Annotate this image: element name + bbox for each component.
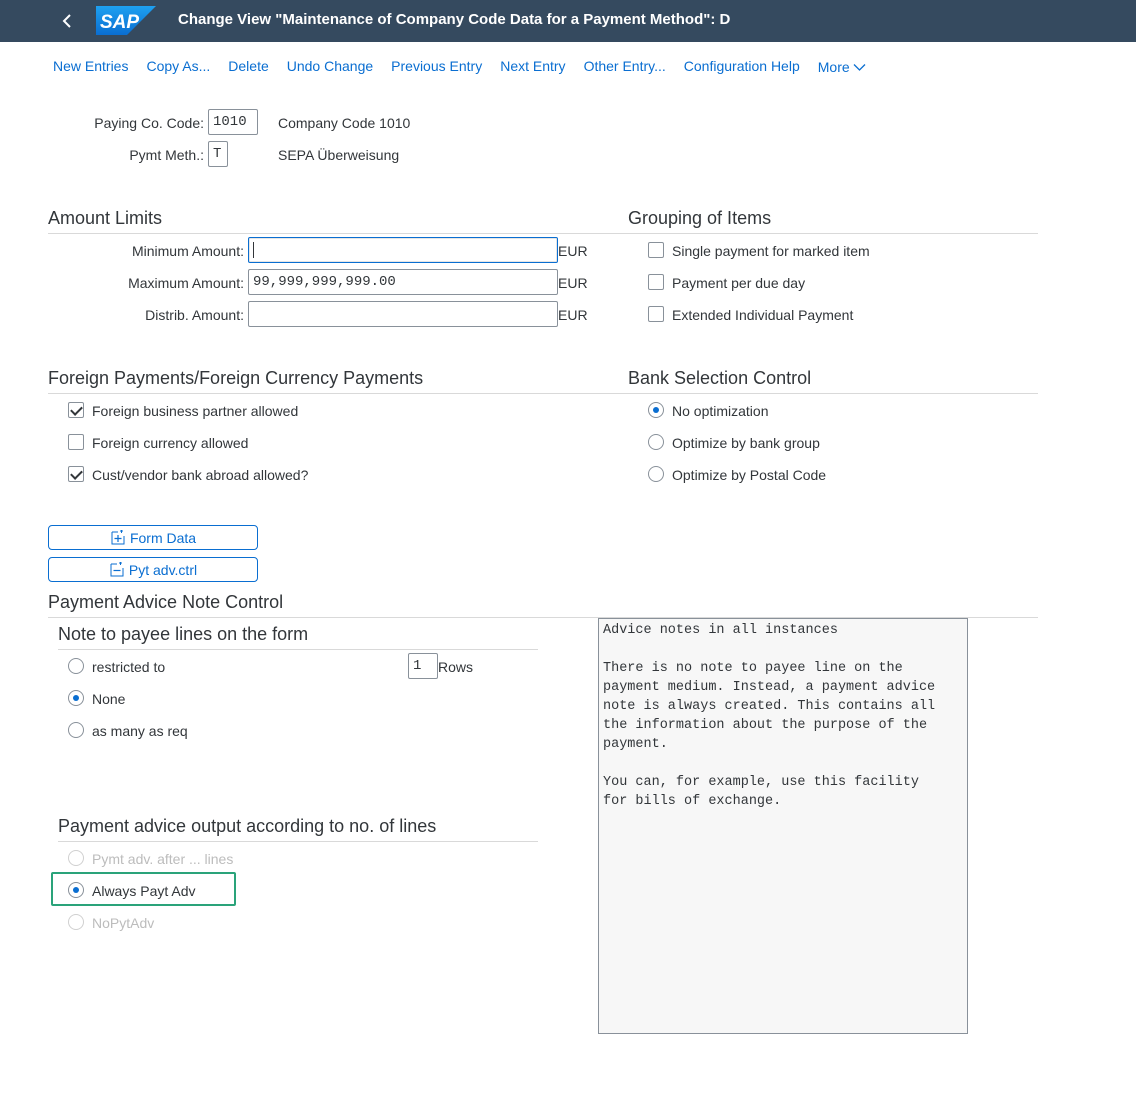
- output-lines-title: Payment advice output according to no. of lines: [58, 816, 437, 836]
- foreign-business-partner-checkbox[interactable]: [68, 402, 84, 418]
- new-entries-button[interactable]: New Entries: [53, 58, 129, 74]
- extended-individual-payment-checkbox[interactable]: [648, 306, 664, 322]
- minimum-amount-field[interactable]: [248, 237, 558, 263]
- back-arrow-icon[interactable]: [58, 11, 78, 31]
- payment-per-due-day-checkbox[interactable]: [648, 274, 664, 290]
- bank-selection-title: Bank Selection Control: [628, 368, 812, 388]
- single-payment-checkbox[interactable]: [648, 242, 664, 258]
- always-payt-adv-label: Always Payt Adv: [92, 883, 196, 899]
- other-entry-button[interactable]: Other Entry...: [583, 58, 666, 74]
- paying-co-code-label: Paying Co. Code:: [94, 115, 204, 131]
- sap-logo: [96, 6, 156, 35]
- next-entry-button[interactable]: Next Entry: [500, 58, 566, 74]
- pymt-adv-after-lines-radio: [68, 850, 84, 866]
- optimize-postal-code-label: Optimize by Postal Code: [672, 467, 827, 483]
- pyt-adv-ctrl-button[interactable]: [48, 557, 258, 582]
- configuration-help-button[interactable]: Configuration Help: [683, 58, 800, 74]
- restricted-to-label: restricted to: [92, 659, 166, 675]
- no-optimization-radio[interactable]: [648, 402, 664, 418]
- more-menu-button[interactable]: [818, 58, 866, 76]
- bank-abroad-checkbox[interactable]: [68, 466, 84, 482]
- maximum-amount-currency: EUR: [558, 275, 588, 291]
- pymt-meth-description: SEPA Überweisung: [278, 147, 400, 163]
- restricted-to-radio[interactable]: [68, 658, 84, 674]
- always-payt-adv-highlight: [51, 872, 236, 906]
- amount-limits-divider: [48, 233, 618, 234]
- no-pyt-adv-label: NoPytAdv: [92, 915, 155, 931]
- amount-limits-title: Amount Limits: [48, 208, 163, 228]
- pyt-adv-ctrl-icon: [109, 562, 125, 578]
- distrib-amount-label: Distrib. Amount:: [145, 307, 244, 323]
- form-data-icon: [110, 530, 126, 546]
- form-data-label: Form Data: [129, 529, 197, 546]
- optimize-bank-group-label: Optimize by bank group: [672, 435, 820, 451]
- pymt-meth-label: Pymt Meth.:: [129, 147, 204, 163]
- advice-description-textbox[interactable]: Advice notes in all instances There is no note to payee line on the payment medium. Instead, a payment advice note is always created. This contains all the information about the purpose of the payment. You can, for example, use this facility for bills of exchange.: [598, 618, 968, 1034]
- previous-entry-button[interactable]: Previous Entry: [391, 58, 483, 74]
- bank-selection-divider: [618, 393, 1038, 394]
- minimum-amount-label: Minimum Amount:: [131, 243, 244, 259]
- none-radio[interactable]: [68, 690, 84, 706]
- text-cursor: [253, 242, 254, 258]
- pyt-adv-ctrl-label: Pyt adv.ctrl: [128, 561, 198, 578]
- as-many-as-req-label: as many as req: [92, 723, 188, 739]
- pymt-adv-after-lines-label: Pymt adv. after ... lines: [92, 851, 234, 867]
- grouping-divider: [618, 233, 1038, 234]
- no-pyt-adv-radio: [68, 914, 84, 930]
- more-label: More: [817, 59, 850, 75]
- paying-co-code-description: Company Code 1010: [278, 115, 411, 131]
- extended-individual-payment-label: Extended Individual Payment: [672, 307, 854, 323]
- no-optimization-label: No optimization: [672, 403, 769, 419]
- page-title: Change View "Maintenance of Company Code Data for a Payment Method": D: [178, 11, 731, 28]
- pymt-meth-field[interactable]: T: [208, 141, 228, 167]
- minimum-amount-currency: EUR: [558, 243, 588, 259]
- shell-bar: [0, 0, 1136, 42]
- none-label: None: [92, 691, 126, 707]
- payment-per-due-day-label: Payment per due day: [672, 275, 806, 291]
- distrib-amount-field[interactable]: [248, 301, 558, 327]
- maximum-amount-field[interactable]: 99,999,999,999.00: [248, 269, 558, 295]
- as-many-as-req-radio[interactable]: [68, 722, 84, 738]
- maximum-amount-label: Maximum Amount:: [128, 275, 244, 291]
- advice-note-title: Payment Advice Note Control: [48, 592, 284, 612]
- undo-change-button[interactable]: Undo Change: [286, 58, 374, 74]
- copy-as-button[interactable]: Copy As...: [146, 58, 211, 74]
- grouping-title: Grouping of Items: [628, 208, 772, 228]
- bank-abroad-label: Cust/vendor bank abroad allowed?: [92, 467, 309, 483]
- delete-button[interactable]: Delete: [228, 58, 269, 74]
- foreign-currency-checkbox[interactable]: [68, 434, 84, 450]
- foreign-currency-label: Foreign currency allowed: [92, 435, 249, 451]
- logo-text: SAP: [100, 12, 140, 33]
- single-payment-label: Single payment for marked item: [672, 243, 870, 259]
- foreign-payments-divider: [48, 393, 618, 394]
- optimize-bank-group-radio[interactable]: [648, 434, 664, 450]
- form-data-button[interactable]: [48, 525, 258, 550]
- note-lines-title: Note to payee lines on the form: [58, 624, 309, 644]
- chevron-down-icon: [853, 63, 866, 72]
- note-lines-divider: [58, 649, 538, 650]
- foreign-payments-title: Foreign Payments/Foreign Currency Payments: [48, 368, 424, 388]
- foreign-business-partner-label: Foreign business partner allowed: [92, 403, 299, 419]
- output-lines-divider: [58, 841, 538, 842]
- distrib-amount-currency: EUR: [558, 307, 588, 323]
- optimize-postal-code-radio[interactable]: [648, 466, 664, 482]
- paying-co-code-field[interactable]: 1010: [208, 109, 258, 135]
- rows-label: Rows: [438, 659, 474, 675]
- toolbar: [53, 58, 866, 76]
- rows-field[interactable]: 1: [408, 653, 438, 679]
